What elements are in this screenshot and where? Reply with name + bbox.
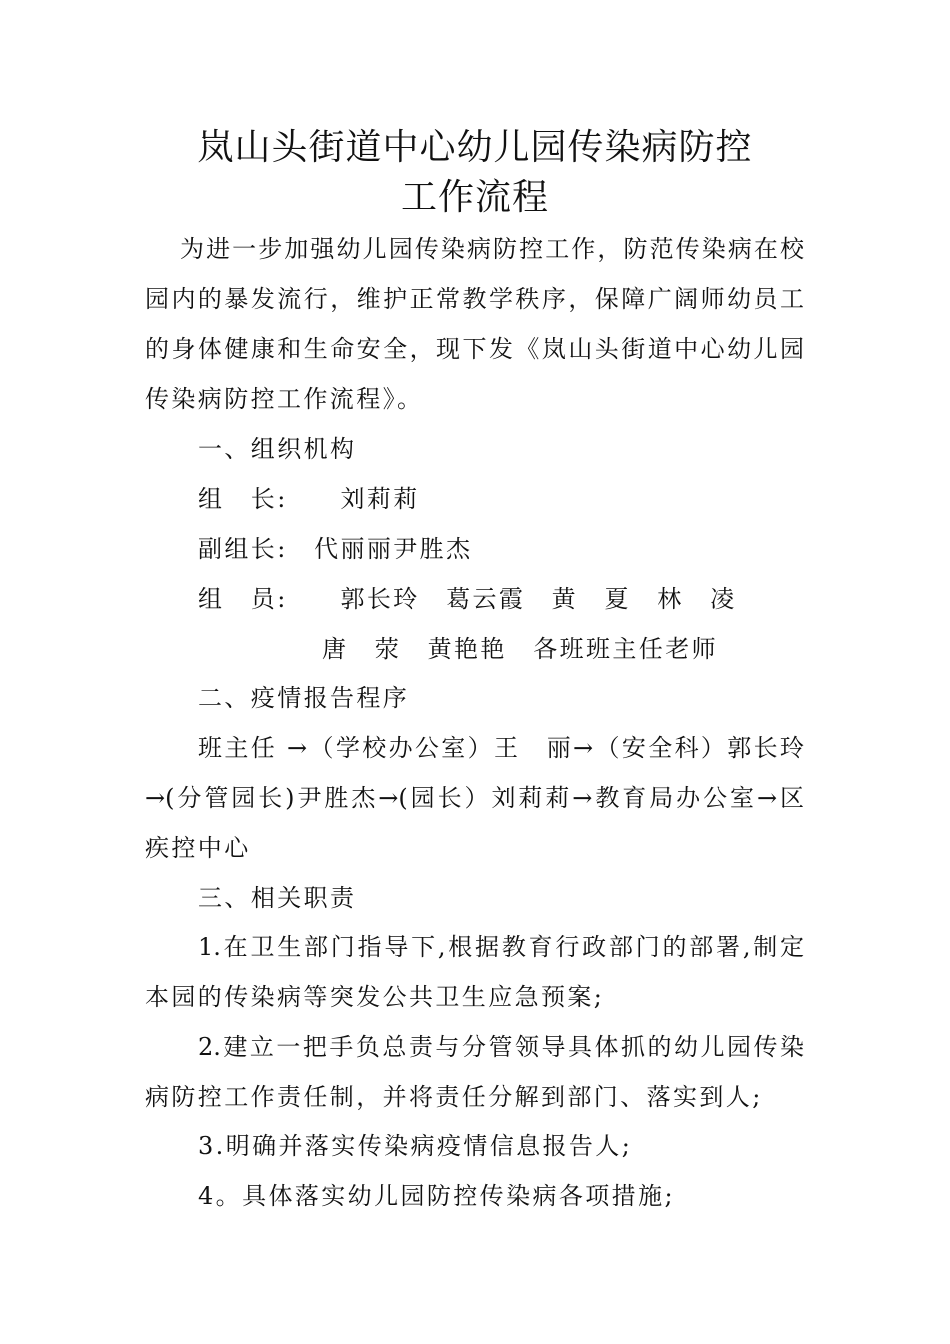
intro-line-3: 的身体健康和生命安全，现下发《岚山头街道中心幼儿园 bbox=[145, 335, 804, 363]
document-title-line2: 工作流程 bbox=[400, 177, 549, 218]
duty-line-6: 4。具体落实幼儿园防控传染病各项措施; bbox=[198, 1182, 675, 1210]
report-line-3: 疾控中心 bbox=[145, 834, 251, 862]
section2-heading: 二、疫情报告程序 bbox=[198, 684, 410, 712]
members-line-1: 组 员: 郭长玲 葛云霞 黄 夏 林 凌 bbox=[198, 585, 737, 613]
document-title-line1: 岚山头街道中心幼儿园传染病防控 bbox=[197, 127, 753, 168]
report-line-2: →(分管园长)尹胜杰→(园长）刘莉莉→教育局办公室→区 bbox=[145, 784, 804, 812]
intro-line-4: 传染病防控工作流程》。 bbox=[145, 385, 424, 413]
section3-heading: 三、相关职责 bbox=[198, 884, 357, 912]
duty-line-5: 3.明确并落实传染病疫情信息报告人; bbox=[198, 1132, 633, 1160]
duty-line-4: 病防控工作责任制，并将责任分解到部门、落实到人; bbox=[145, 1083, 763, 1111]
report-line-1: 班主任 →（学校办公室）王 丽→（安全科）郭长玲 bbox=[198, 734, 804, 762]
members-line-2: 唐 荥 黄艳艳 各班班主任老师 bbox=[322, 635, 718, 663]
duty-line-3: 2.建立一把手负总责与分管领导具体抓的幼儿园传染 bbox=[198, 1033, 804, 1061]
section1-heading: 一、组织机构 bbox=[198, 435, 357, 463]
deputy-line: 副组长: 代丽丽尹胜杰 bbox=[198, 535, 473, 563]
duty-line-1: 1.在卫生部门指导下,根据教育行政部门的部署,制定 bbox=[198, 933, 804, 961]
duty-line-2: 本园的传染病等突发公共卫生应急预案; bbox=[145, 983, 605, 1011]
intro-line-2: 园内的暴发流行，维护正常教学秩序，保障广阔师幼员工 bbox=[145, 285, 804, 313]
intro-line-1: 为进一步加强幼儿园传染病防控工作，防范传染病在校 bbox=[180, 235, 804, 263]
leader-line: 组 长: 刘莉莉 bbox=[198, 485, 420, 513]
